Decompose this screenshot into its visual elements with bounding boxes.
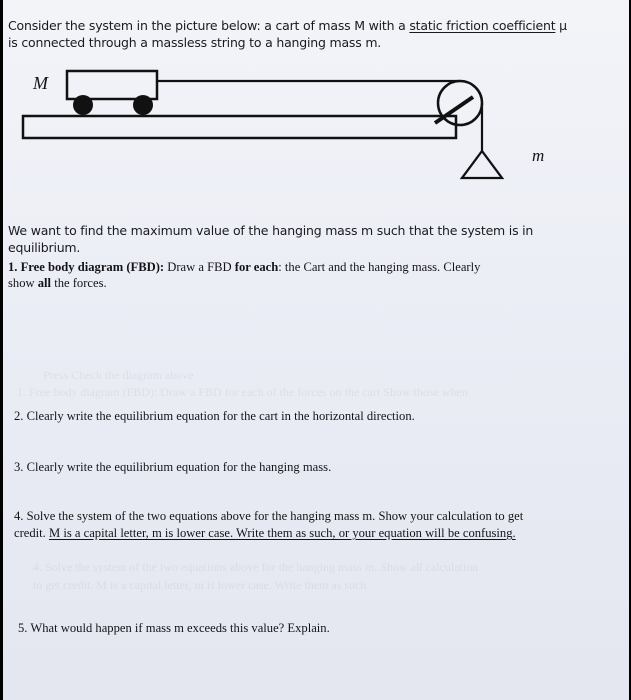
question-1-line-2	[8, 276, 107, 291]
question-3: 3. Clearly write the equilibrium equation for the hanging mass.	[14, 460, 332, 474]
mu-symbol: μ	[555, 18, 567, 33]
intro-line-2: is connected through a massless string to a hanging mass m.	[8, 35, 382, 50]
cart-body	[67, 71, 157, 99]
question-1-text: Draw a FBD	[164, 260, 235, 274]
question-1-show: show	[8, 276, 38, 290]
intro-text: Consider the system in the picture below: a cart of mass M with a	[8, 18, 410, 33]
question-2: 2. Clearly write the equilibrium equation for the cart in the horizontal direction.	[14, 409, 415, 423]
paragraph-line-1: We want to find the maximum value of the hanging mass m such that the system is in	[8, 223, 534, 238]
question-1-text-2: : the Cart and the hanging mass. Clearly	[278, 260, 481, 274]
question-1-lead: 1. Free body diagram (FBD):	[8, 260, 165, 274]
intro-line-1	[8, 18, 567, 33]
cart-mass-label: M	[33, 73, 48, 93]
paragraph-line-2: equilibrium.	[8, 240, 81, 255]
pulley-bracket	[435, 97, 473, 123]
question-1-forces: the forces.	[51, 276, 107, 290]
cart-wheel-right	[133, 95, 153, 115]
question-1-for-each: for each	[234, 260, 279, 274]
question-4-credit: credit.	[14, 526, 49, 540]
table-surface	[23, 116, 456, 138]
worksheet-page: Consider the system in the picture below: a cart of mass M with a static friction coefficient μ is connected through a massless string to a hanging mass m. M m We want to find the maximum value of the hanging mass m such that the system is in equilibrium. 1. Free body diagram (FBD): Draw a FBD for each: the Cart and the hanging mass. Clearly show all the forces. Press Check the diagram above 1. Free body diagram (FBD): Draw a FBD for each of the forces on the cart Show those when 4. Solve the system of the two equations above for the hanging mass m. Show all calculation to get credit. M is a capital letter, m is lower case. Write them as such 2. Clearly write the equilibrium equation for the cart in the horizontal direction. 3. Clearly write the equilibrium equation for the hanging mass. 4. Solve the system of the two equations above for the hanging mass m. Show your calculation to get credit. M is a capital letter, m is lower case. Write them as such, or your equation will be confusing. 5. What would happen if mass m exceeds this value? Explain.	[3, 0, 629, 700]
question-4-line-1: 4. Solve the system of the two equations above for the hanging mass m. Show your calculation to get	[14, 509, 524, 523]
hanging-mass-label: m	[532, 146, 545, 165]
question-4-case-note: M is a capital letter, m is lower case. Write them as such, or your equation will be confusing.	[48, 526, 516, 540]
cart-pulley-diagram	[3, 60, 629, 190]
question-4-line-2	[14, 526, 516, 541]
question-5: 5. What would happen if mass m exceeds this value? Explain.	[18, 621, 330, 635]
static-friction-link-text: static friction coefficient	[409, 18, 556, 33]
cart-wheel-left	[73, 95, 93, 115]
question-1-line-1	[8, 260, 480, 275]
question-1-all: all	[37, 276, 52, 290]
hanging-mass	[462, 151, 502, 178]
